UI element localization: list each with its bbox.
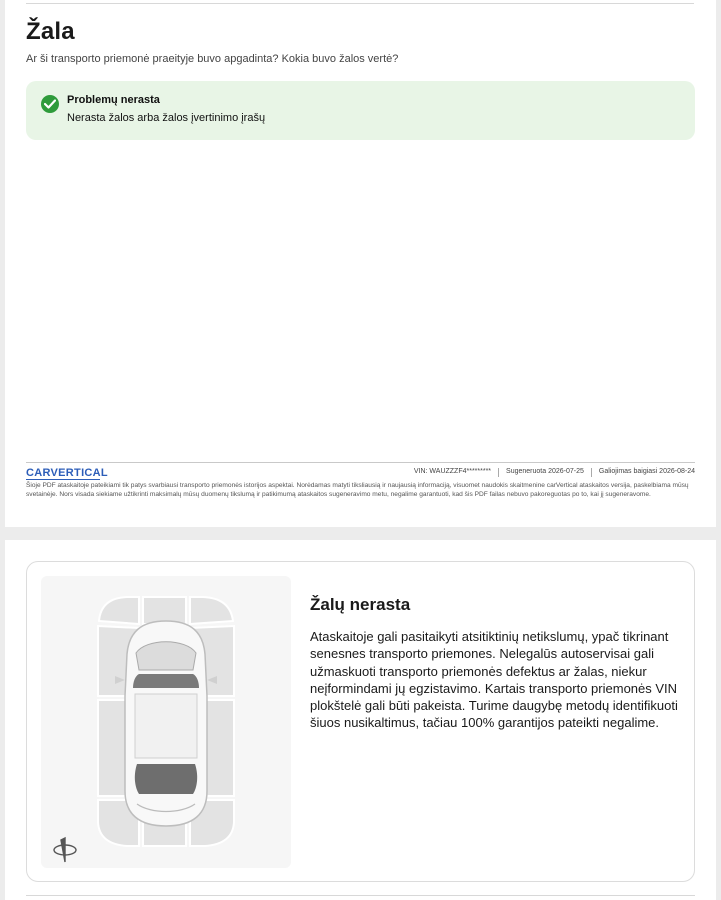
logo-underline: [26, 479, 100, 480]
status-text: Nerasta žalos arba žalos įvertinimo įrašų: [67, 112, 266, 124]
card-text: Ataskaitoje gali pasitaikyti atsitiktinių netikslumų, ypač tikrinant senesnes transporto priemones. Nelegalūs autoservisai gali užmaskuoti transporto priemonės defektus ar žalas, niekur neįformindami jų egzistavimo. Kartais transporto priemonės VIN plokštelė gali būti pakeista. Turime daugybę metodų identifikuoti šiuos nusikaltimus, tačiau 100% garantijos pateikti negalime.: [310, 629, 678, 731]
generated-date: Sugeneruota 2026-07-25: [506, 468, 584, 475]
vin-text: VIN: WAUZZZF4*********: [413, 468, 492, 475]
card-title: Žalų nerasta: [310, 595, 411, 614]
check-circle-icon: [41, 95, 59, 113]
divider: [26, 895, 695, 896]
section-question: Ar ši transporto priemonė praeityje buvo apgadinta? Kokia buvo žalos vertė?: [26, 53, 399, 65]
divider: [498, 468, 499, 477]
carvertical-logo: CARVERTICAL: [26, 467, 108, 479]
divider: [591, 468, 592, 477]
report-page-1: [5, 0, 716, 527]
page-footer: [26, 462, 695, 512]
report-page-2: [5, 540, 716, 900]
expiry-date: Galiojimas baigiasi 2026-08-24: [598, 468, 695, 475]
damage-card: [26, 561, 695, 882]
car-diagram-svg: [41, 576, 291, 868]
report-meta: [414, 468, 695, 477]
section-title: Žala: [26, 18, 75, 45]
status-box: [26, 81, 695, 140]
divider: [26, 3, 694, 4]
status-title: Problemų nerasta: [67, 94, 160, 106]
disclaimer-text: Šioje PDF ataskaitoje pateikiami tik patys svarbiausi transporto priemonės istorijos aspektai. Norėdamas matyti tiksliausią ir naujausią informaciją, visuomet naudokis skaitmenine carVertical ataskaitos versija, paskelbiama mūsų svetainėje. Nors visada siekiame užtikrinti maksimalų mūsų duomenų tikslumą ir patikimumą ataskaitos sugeneravimo metu, negalime garantuoti, kad šis PDF failas nebuvo pakoreguotas po to, kai jį sugeneravome.: [26, 482, 689, 498]
car-top-view-diagram: [41, 576, 291, 868]
